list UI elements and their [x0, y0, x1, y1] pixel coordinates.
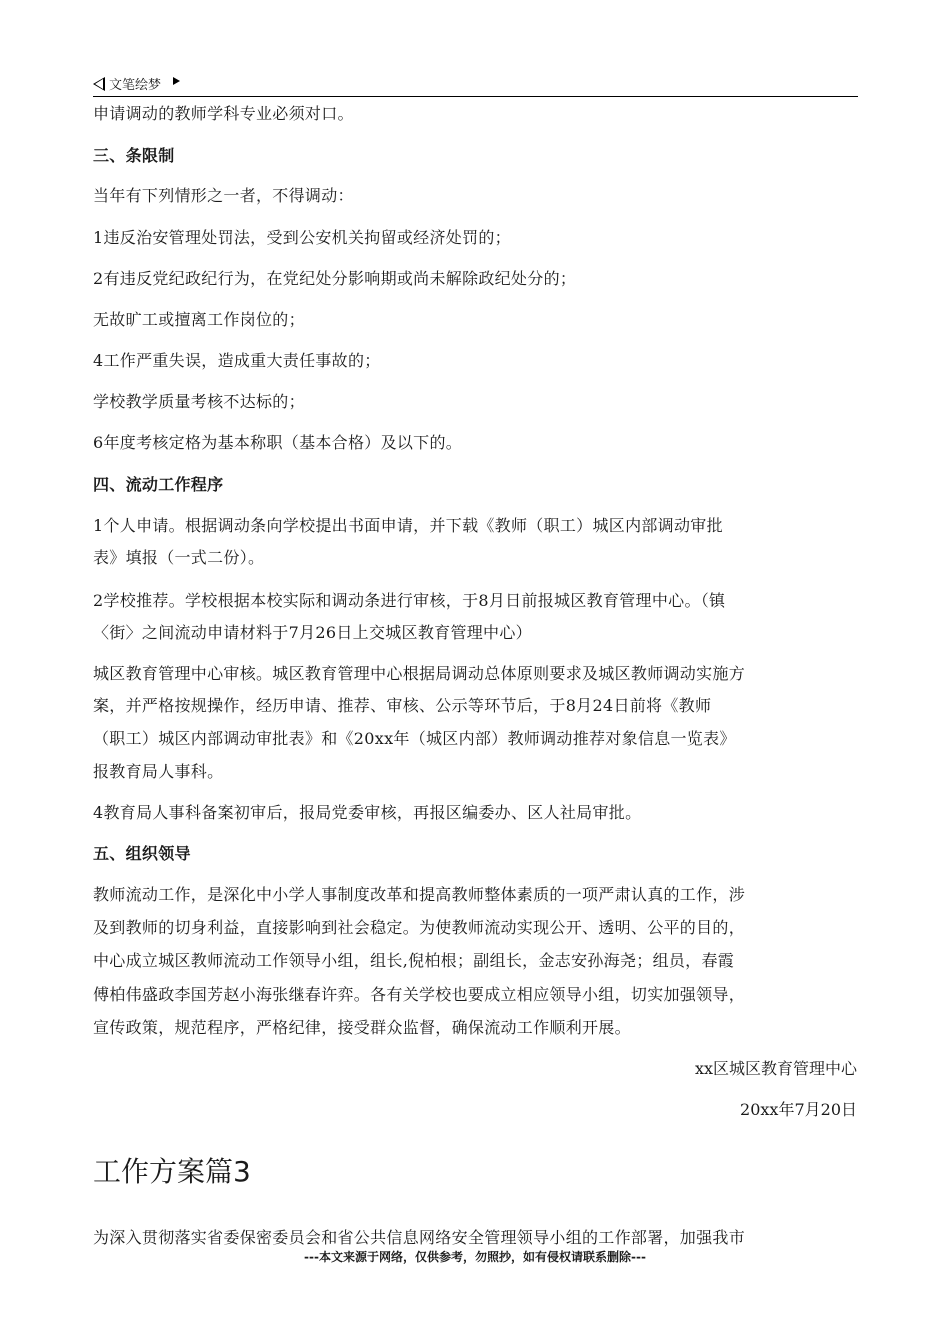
body-line: 申请调动的教师学科专业必须对口。	[93, 104, 354, 123]
body-line: 4工作严重失误，造成重大责任事故的；	[93, 351, 381, 370]
body-line: 当年有下列情形之一者，不得调动：	[93, 186, 354, 205]
body-line: 2学校推荐。学校根据本校实际和调动条进行审核，于8月日前报城区教育管理中心。（镇	[93, 591, 726, 610]
section-heading: 四、流动工作程序	[93, 475, 224, 494]
body-line: 为深入贯彻落实省委保密委员会和省公共信息网络安全管理领导小组的工作部署，加强我市	[93, 1228, 746, 1247]
body-line: 及到教师的切身利益，直接影响到社会稳定。为使教师流动实现公开、透明、公平的目的，	[93, 918, 746, 937]
page-footer: ---本文来源于网络，仅供参考，勿照抄，如有侵权请联系删除---	[304, 1250, 646, 1264]
body-line: 傅柏伟盛政李国芳赵小海张继春许弈。各有关学校也要成立相应领导小组，切实加强领导，	[93, 985, 746, 1004]
body-line: 〈街〉之间流动申请材料于7月26日上交城区教育管理中心）	[93, 623, 532, 642]
body-line: 6年度考核定格为基本称职（基本合格）及以下的。	[93, 433, 463, 452]
section-title: 工作方案篇3	[93, 1155, 251, 1188]
body-line: 城区教育管理中心审核。城区教育管理中心根据局调动总体原则要求及城区教师调动实施方	[93, 664, 746, 683]
triangle-left-icon	[93, 77, 105, 91]
body-line: （职工）城区内部调动审批表》和《20xx年（城区内部）教师调动推荐对象信息一览表》	[93, 729, 736, 748]
body-line: 中心成立城区教师流动工作领导小组，组长,倪柏根；副组长，金志安孙海尧；组员，春霞	[93, 951, 735, 970]
triangle-right-icon	[173, 77, 180, 85]
body-line: 1个人申请。根据调动条向学校提出书面申请，并下载《教师（职工）城区内部调动审批	[93, 516, 723, 535]
header-brand	[93, 74, 180, 93]
body-line: 报教育局人事科。	[93, 762, 224, 781]
body-line: 学校教学质量考核不达标的；	[93, 392, 305, 411]
body-line: 无故旷工或擅离工作岗位的；	[93, 310, 305, 329]
body-line: 1违反治安管理处罚法，受到公安机关拘留或经济处罚的；	[93, 228, 511, 247]
signature-date: 20xx年7月20日	[740, 1100, 857, 1119]
section-heading: 五、组织领导	[93, 844, 191, 863]
body-line: 宣传政策，规范程序，严格纪律，接受群众监督，确保流动工作顺利开展。	[93, 1018, 631, 1037]
page-header	[93, 74, 858, 97]
body-line: 教师流动工作，是深化中小学人事制度改革和提高教师整体素质的一项严肃认真的工作，涉	[93, 885, 746, 904]
brand-name: 文笔绘梦	[109, 78, 162, 93]
body-line: 表》填报（一式二份）。	[93, 548, 265, 567]
body-line: 案，并严格按规操作，经历申请、推荐、审核、公示等环节后，于8月24日前将《教师	[93, 696, 712, 715]
body-line: 4教育局人事科备案初审后，报局党委审核，再报区编委办、区人社局审批。	[93, 803, 642, 822]
section-heading: 三、条限制	[93, 146, 175, 165]
body-line: 2有违反党纪政纪行为，在党纪处分影响期或尚未解除政纪处分的；	[93, 269, 577, 288]
signature-org: xx区城区教育管理中心	[694, 1059, 857, 1078]
